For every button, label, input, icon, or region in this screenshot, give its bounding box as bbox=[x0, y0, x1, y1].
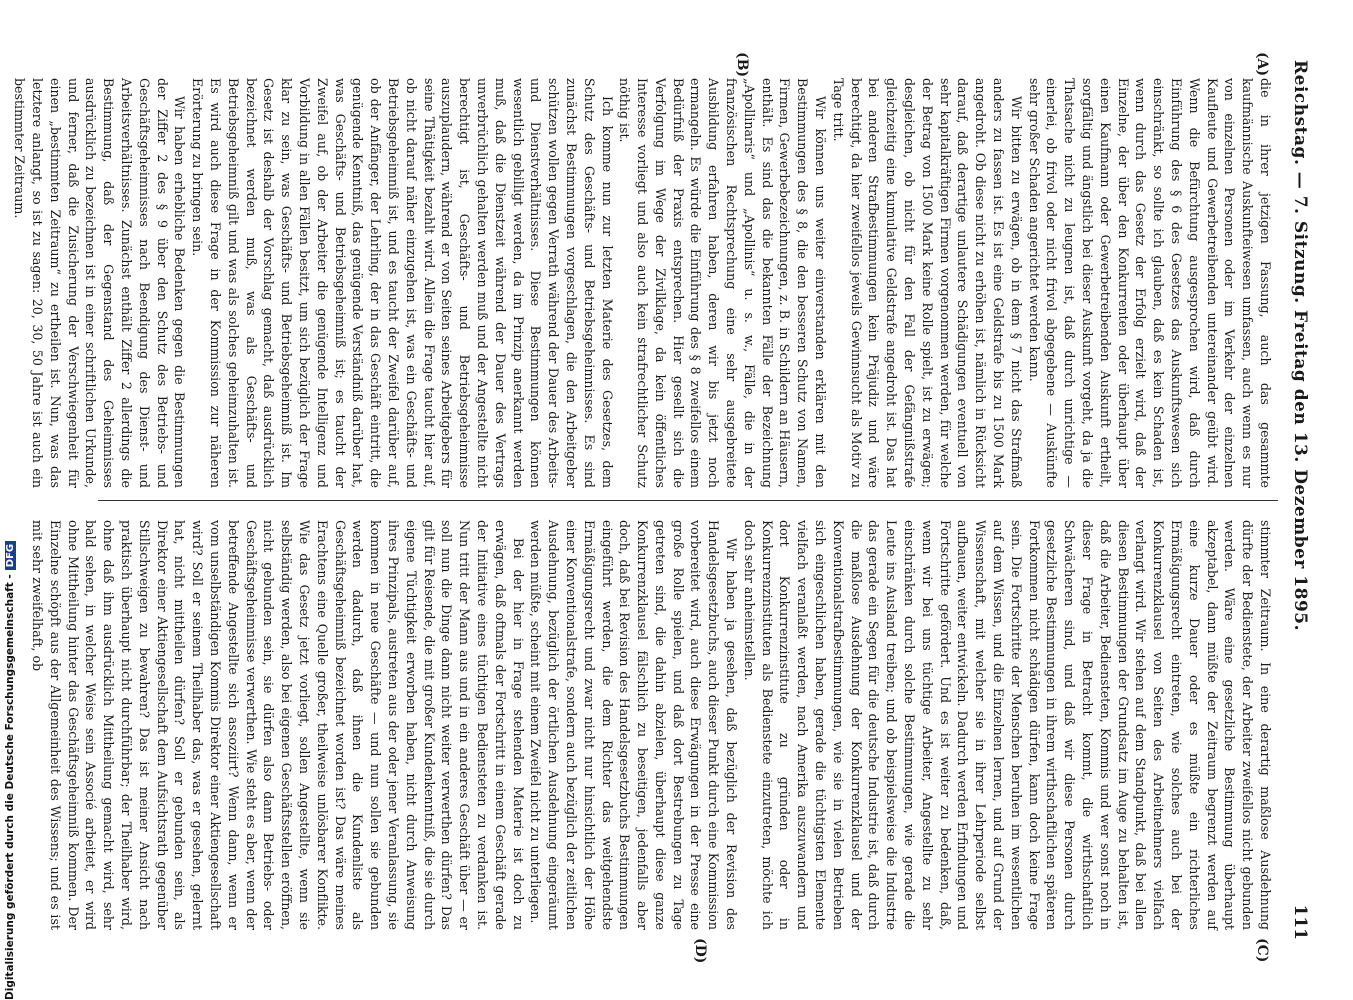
digitization-credit bbox=[4, 0, 16, 1000]
text-column-left bbox=[12, 78, 1274, 488]
credit-text: Digitalisierung gefördert durch die Deutsche Forschungsgemeinschaft - bbox=[4, 574, 16, 1000]
page-title: Reichstag. — 7. Sitzung. Freitag den 13. Dezember 1895. bbox=[1290, 60, 1310, 632]
dfg-logo: DFG bbox=[5, 541, 16, 570]
paragraph: Wir haben ja gesehen, daß bezüglich der Revision des Handelsgesetzbuchs, auch dieser Punkt durch eine Kommission vorbereitet wird, auch diese Erwägungen in der Presse eine große Rolle spielen, und daß dort Bestrebungen zu Tage getreten sind, die dahin abzielen, überhaupt diese ganze Konkurrenzklausel fälschlich zu beseitigen, jedenfalls aber doch, daß bei Revision des Handelsgesetzbuchs Bestimmungen eingeführt werden, die dem Richter das weitgehendste Ermäßigungsrecht und zwar nicht nur hinsichtlich der Höhe einer Konventionalstrafe, sondern auch bezüglich der zeitlichen Ausdehnung, bezüglich der örtlichen Ausdehnung eingeräumt werden müßte, scheint mit einem Zweifel nicht zu unterliegen. bbox=[528, 520, 740, 930]
paragraph: Wir haben erhebliche Bedenken gegen die Bestimmungen der Ziffer 2 des § 9 über den Schutz des Betriebs- und Geschäftsgeheimnisses nach Beendigung des Dienst- und Arbeitsverhältnisses. Zunächst enthält Ziffer 2 allerdings die Bestimmung, daß der Gegenstand des Geheimnisses ausdrücklich zu bezeichnen ist in einer schriftlichen Urkunde, und ferner, daß die Zusicherung der Verschwiegenheit für einen „bestimmten Zeitraum“ zu ertheilen ist. Nun, was das letztere anlangt, so ist zu sagen: 20, 30, 50 Jahre ist auch ein bestimmter Zeitraum. bbox=[12, 78, 188, 488]
scanned-page bbox=[12, 0, 1318, 1000]
paragraph: stimmter Zeitraum. In eine derartig maßlose Ausdehnung dürfte der Bedienstete, der Arbeiter zweifellos nicht gebunden werden. Wäre eine gesetzliche Bestimmung überhaupt akzeptabel, dann müßte der Zeitraum begrenzt werden auf eine kurze Dauer oder es müßte ein richterliches Ermäßigungsrecht eintreten, wie solches auch bei der Konkurrenzklausel von Seiten des Arbeitnehmers vielfach verlangt wird. Wir stehen auf dem Standpunkt, daß bei allen diesen Bestimmungen der Grundsatz im Auge zu behalten ist, daß die Arbeiter, Bediensteten, Kommis und wer sonst noch in dieser Frage in Betracht kommt, die wirthschaftlich Schwächeren sind, und daß wir diese Personen durch gesetzliche Bestimmungen in ihrem wirthschaftlichen späteren Fortkommen nicht schädigen dürfen, kann doch keine Frage sein. Die Fortschritte der Menschen beruhen im wesentlichen auf dem Wissen, und die Einzelnen lernen, und auf Grund der Wissenschaft, mit welcher sie in ihrer Lehrperiode selbst aufbauen, weiter entwickeln. Dadurch werden Erfindungen und Fortschritte gefördert. Und es ist weiter zu bedenken, daß, wenn wir bei uns tüchtige Arbeiter, Angestellte zu sehr einschränken durch solche Bestimmungen, wie gerade die Leute ins Ausland treiben; und ob beispielsweise die Industrie das gerade ein Segen für die deutsche Industrie ist, daß durch die maßlose Ausdehnung der Konkurrenzklausel und der Konventionalstrafbestimmungen, wie sie in vielen Betrieben sich eingeschlichen haben, gerade die tüchtigsten Elemente vielfach veranlaßt werden, nach Amerika auszuwandern und dort Konkurrenzinstitute zu gründen oder in Konkurrenzinstituten als Bedienstete einzutreten, möchte ich doch sehr anheimstellen. bbox=[741, 520, 1273, 930]
margin-marker-a: (A) bbox=[1254, 52, 1270, 77]
page-header bbox=[1280, 60, 1310, 940]
text-column-right bbox=[30, 520, 1274, 930]
paragraph: die in ihrer jetzigen Fassung, auch das gesammte kaufmännische Auskunfteiwesen umfassen, auch wenn es nur von einzelnen Personen oder im Verkehr der einzelnen Kaufleute und Gewerbetreibenden untereinander geübt wird. Wenn die Befürchtung ausgesprochen wird, daß durch Einführung des § 6 des Gesetzes das Auskunftswesen sich einschränkt, so sollte ich glauben, daß es kein Schaden ist, wenn durch das Gesetz der Erfolg erzielt wird, daß der Einzelne, der über den Konkurrenten oder überhaupt über einen Kaufmann oder Gewerbetreibenden Auskunft ertheilt, sorgfältig und ängstlich bei dieser Auskunft vorgeht, da ja die Thatsache nicht zu leugnen ist, daß durch unrichtige — einerlei, ob frivol oder nicht frivol abgegebene — Auskünfte sehr großer Schaden angerichtet werden kann. bbox=[1026, 78, 1273, 488]
margin-marker-b: (B) bbox=[734, 52, 750, 78]
margin-marker-c: (C) bbox=[1254, 938, 1270, 963]
paragraph: Bei der hier in Frage stehenden Materie ist doch zu erwägen, daß oftmals der Fortschritt in einem Geschäft gerade der Initiative eines tüchtigen Bediensteten zu verdanken ist. Nun tritt der Mann aus und in ein anderes Geschäft über — er soll nun die Dinge dann nicht weiter verwerthen dürfen? Das gilt für Reisende, die mit großer Kundenkenntniß, die sie durch eigene Tüchtigkeit erworben haben, nicht durch Anweisung ihres Prinzipals, austreten aus der oder jener Veranlassung, sie kommen in neue Geschäfte — und nun sollen sie gebunden werden dadurch, daß ihnen die Kundenliste als Geschäftsgeheimniß bezeichnet worden ist? Das wäre meines Erachtens eine Quelle großer, theilweise unlösbarer Konflikte. Wie das Gesetz jetzt vorliegt, sollen Angestellte, wenn sie selbständig werden, also bei eigenen Geschäftsstellen eröffnen, nicht gebunden sein, sie dürfen also dann Betriebs- oder Geschäftsgeheimnisse verwerthen. Wie steht es aber, wenn der betreffende Angestellte sich assoziirt? Wenn dann, wenn er vom unselbständigen Kommis Direktor einer Aktiengesellschaft wird? Soll er seinem Theilhaber das, was er gesehen, gelernt hat, nicht mittheilen dürfen? Soll er gebunden sein, als Direktor einer Aktiengesellschaft dem Aufsichtsrath gegenüber Stillschweigen zu bewahren? Das ist meiner Ansicht nach praktisch überhaupt nicht durchführbar; der Theilhaber wird, ohne daß ihm ausdrücklich Mittheilung gemacht wird, sehr bald sehen, in welcher Weise sein Associé arbeitet, er wird ohne Mittheilung hinter das Geschäftsgeheimniß kommen. Der Einzelne schöpft aus der Allgemeinheit des Wissens; und es ist mit sehr zweifelhaft, ob bbox=[30, 520, 526, 930]
paragraph: Wir bitten zu erwägen, ob in dem § 7 nicht das Strafmaß anders zu fassen ist. Es ist eine Geldstrafe bis zu 1500 Mark angedroht. Ob diese nicht zu erhöhen ist, nämlich in Rücksicht darauf, daß derartige unlautere Schädigungen eventuell von sehr kapitalkräftigen Firmen vorgenommen werden, für welche der Betrag von 1500 Mark keine Rolle spielt, ist zu erwägen; desgleichen, ob nicht für den Fall der Gefängnißstrafe gleichzeitig eine kumulative Geldstrafe angedroht ist. Das hat bei anderen Strafbestimmungen kein Präjudiz und wäre berechtigt, da hier zweifellos jeweils Gewinnsucht als Motiv zu Tage tritt. bbox=[830, 78, 1024, 488]
column-divider bbox=[98, 500, 1278, 501]
paragraph: Ich komme nun zur letzten Materie des Gesetzes, dem Schutz des Geschäfts- und Betriebsgeheimnisses. Es sind zunächst Bestimmungen vorgeschlagen, die den Arbeitgeber schützen wollen gegen Verrath während der Dauer des Arbeits- und Dienstverhältnisses. Diese Bestimmungen können wesentlich gebilligt werden, da im Prinzip anerkannt werden muß, daß die Dienstzeit während der Dauer des Vertrags unverbrüchlich gehalten werden muß und der Angestellte nicht berechtigt ist, Geschäfts- und Betriebsgeheimnisse auszuplaudern, während er von Seiten seines Arbeitgebers für seine Thätigkeit bezahlt wird. Allein die Frage taucht hier auf, ob nicht darauf näher einzugehen ist, was ein Geschäfts- und Betriebsgeheimniß ist, und es taucht der Zweifel darüber auf, ob der Anfänger, der Lehrling, der in das Geschäft eintritt, die genügende Kenntniß, das genügende Verständniß darüber hat, was Geschäfts- und Betriebsgeheimniß ist; es taucht der Zweifel auf, ob der Arbeiter die genügende Intelligenz und Vorbildung in allen Fällen besitzt, um sich bezüglich der Frage klar zu sein, was Geschäfts- und Betriebsgeheimniß ist. Im Gesetz ist deshalb der Vorschlag gemacht, daß ausdrücklich bezeichnet werden muß, was als Geschäfts- und Betriebsgeheimniß gilt und was als solches geheimzuhalten ist. Es wird auch diese Frage in der Kommission zur näheren Erörterung zu bringen sein. bbox=[190, 78, 615, 488]
page-number: 111 bbox=[1290, 904, 1310, 940]
margin-marker-d: (D) bbox=[692, 938, 708, 964]
paragraph: Wir können uns weiter einverstanden erklären mit den Bestimmungen des § 8, die den besseren Schutz von Namen, Firmen, Gewerbebezeichnungen, z. B. in Schildern an Häusern, enthält. Es sind das die bekannten Fälle der Bezeichnung „Apollinaris“ und „Apollinis“ u. s. w., Fälle, die in der französischen Rechtsprechung eine sehr ausgebreitete Ausbildung erfahren haben, deren wir bis jetzt noch ermangeln. Es würde die Einführung des § 8 zweifellos einem Bedürfniß der Praxis entsprechen. Hier gesellt sich die Verfolgung im Wege der Zivilklage, da kein öffentliches Interesse vorliegt und also auch kein strafrechtlicher Schutz nöthig ist. bbox=[617, 78, 829, 488]
